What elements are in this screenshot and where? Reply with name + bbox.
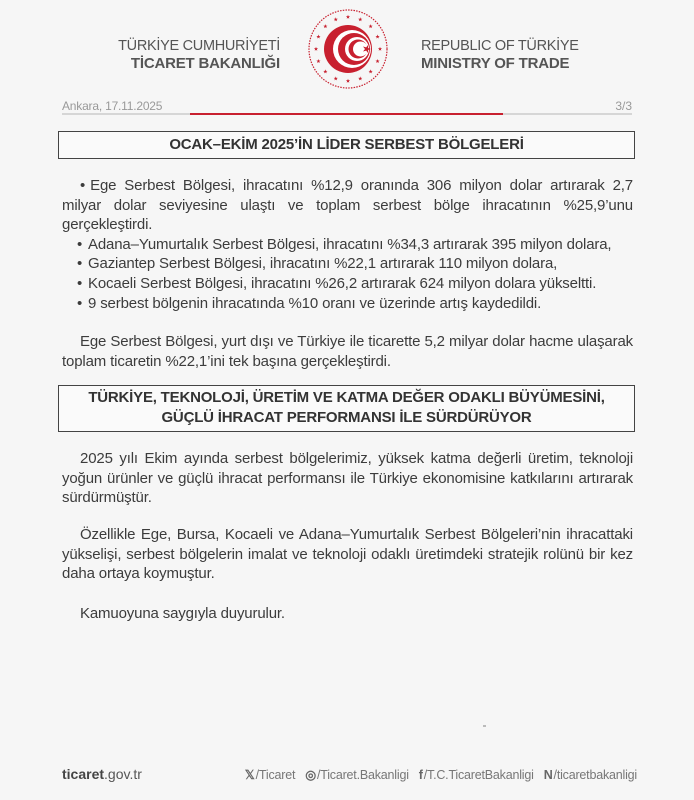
header-tr-line2: TİCARET BAKANLIĞI [130,55,280,72]
site-bold: ticaret [62,766,105,782]
website-link[interactable] [62,766,142,782]
social-facebook-link[interactable] [419,767,534,782]
bullet-text: Ege Serbest Bölgesi, ihracatını %12,9 oranında 306 milyon dolar artırarak 2,7 milyar dolar seviyesine ulaştı ve toplam serbest bölge ihracatının %25,9’unu gerçekleştirdi. [62,177,633,234]
social-handle: /ticaretbakanligi [553,767,637,782]
emblem-star [375,35,379,39]
header-divider-accent [190,113,503,115]
emblem-star [314,47,318,51]
site-rest: .gov.tr [104,766,142,782]
emblem-star [346,79,350,83]
bullet-text: Adana–Yumurtalık Serbest Bölgesi, ihracatını %34,3 artırarak 395 milyon dolara, [88,235,612,253]
stray-mark [483,725,486,727]
section1-title: OCAK–EKİM 2025’İN LİDER SERBEST BÖLGELERİ [58,131,635,159]
social-nsosyal-link[interactable] [544,767,637,782]
section2-title [58,385,635,432]
bullet-item [62,274,633,294]
paragraph: Kamuoyuna saygıyla duyurulur. [80,605,285,622]
section1-bullets [62,176,633,313]
social-handle: /Ticaret.Bakanligi [316,767,409,782]
emblem-star [316,59,320,63]
page-number: 3/3 [615,99,632,113]
emblem-star [323,69,327,73]
header-en-line1: REPUBLIC OF TÜRKİYE [421,38,579,54]
bullet-icon: • [77,235,83,253]
bullet-item [62,254,633,274]
social-handle: /Ticaret [255,767,296,782]
emblem-star [334,17,338,21]
social-x-link[interactable] [245,767,296,782]
header-tr-line1: TÜRKİYE CUMHURİYETİ [118,38,280,54]
bullet-text: Gaziantep Serbest Bölgesi, ihracatını %22,1 artırarak 110 milyon dolara, [88,255,558,273]
section2-paragraph-1 [62,449,633,508]
emblem-star [323,24,327,28]
bullet-icon: • [77,294,83,312]
emblem-star [346,15,350,19]
section1-paragraph [62,332,633,371]
social-links [245,767,637,782]
header-title-tr [118,38,280,73]
ministry-emblem-icon [307,8,389,90]
closing-paragraph [62,604,633,624]
x-twitter-icon: 𝕏 [244,768,255,782]
instagram-icon: ◎ [305,768,316,782]
bullet-icon: • [80,177,86,194]
paragraph: Ege Serbest Bölgesi, yurt dışı ve Türkiye ile ticarette 5,2 milyar dolar hacme ulaşarak toplam ticaretin %22,1’ini tek başına gerçekleştirdi. [62,333,633,370]
header-divider [62,113,632,115]
footer [62,766,637,784]
header-en-line2: MINISTRY OF TRADE [421,55,570,72]
emblem-star [334,76,338,80]
date-text: Ankara, 17.11.2025 [62,99,163,113]
social-handle: /T.C.TicaretBakanligi [423,767,534,782]
header-title-en [421,38,579,73]
bullet-item [62,294,633,314]
social-instagram-link[interactable] [305,767,409,782]
emblem-star [369,24,373,28]
section2-title-line2: GÜÇLÜ İHRACAT PERFORMANSI İLE SÜRDÜRÜYOR [161,409,532,426]
bullet-icon: • [77,274,83,292]
section2-title-line1: TÜRKİYE, TEKNOLOJİ, ÜRETİM VE KATMA DEĞER ODAKLI BÜYÜMESİNİ, [88,389,605,406]
paragraph: 2025 yılı Ekim ayında serbest bölgelerimiz, yüksek katma değerli üretim, teknoloji yoğun ürünler ve güçlü ihracat performansı ile Türkiye ekonomisine katkılarını artırarak sürdürmüştür. [62,450,633,507]
section2-paragraph-2 [62,525,633,584]
bullet-text: 9 serbest bölgenin ihracatında %10 oranı ve üzerinde artış kaydedildi. [88,294,542,312]
emblem-star [378,47,382,51]
facebook-icon: f [418,767,423,782]
emblem-star [375,59,379,63]
emblem-star [316,35,320,39]
nsosyal-icon: N [543,767,553,782]
bullet-icon: • [77,255,83,273]
bullet-item [62,235,633,255]
bullet-item [62,176,633,235]
bullet-text: Kocaeli Serbest Bölgesi, ihracatını %26,2 artırarak 624 milyon dolara yükseltti. [88,274,597,292]
paragraph: Özellikle Ege, Bursa, Kocaeli ve Adana–Yumurtalık Serbest Bölgeleri’nin ihracattaki yükselişi, serbest bölgelerin imalat ve teknoloji odaklı üretimdeki stratejik rolünü bir kez daha ortaya koymuştur. [62,526,633,583]
emblem-star [358,76,362,80]
meta-row [62,99,632,113]
emblem-star [358,17,362,21]
emblem-star [369,69,373,73]
